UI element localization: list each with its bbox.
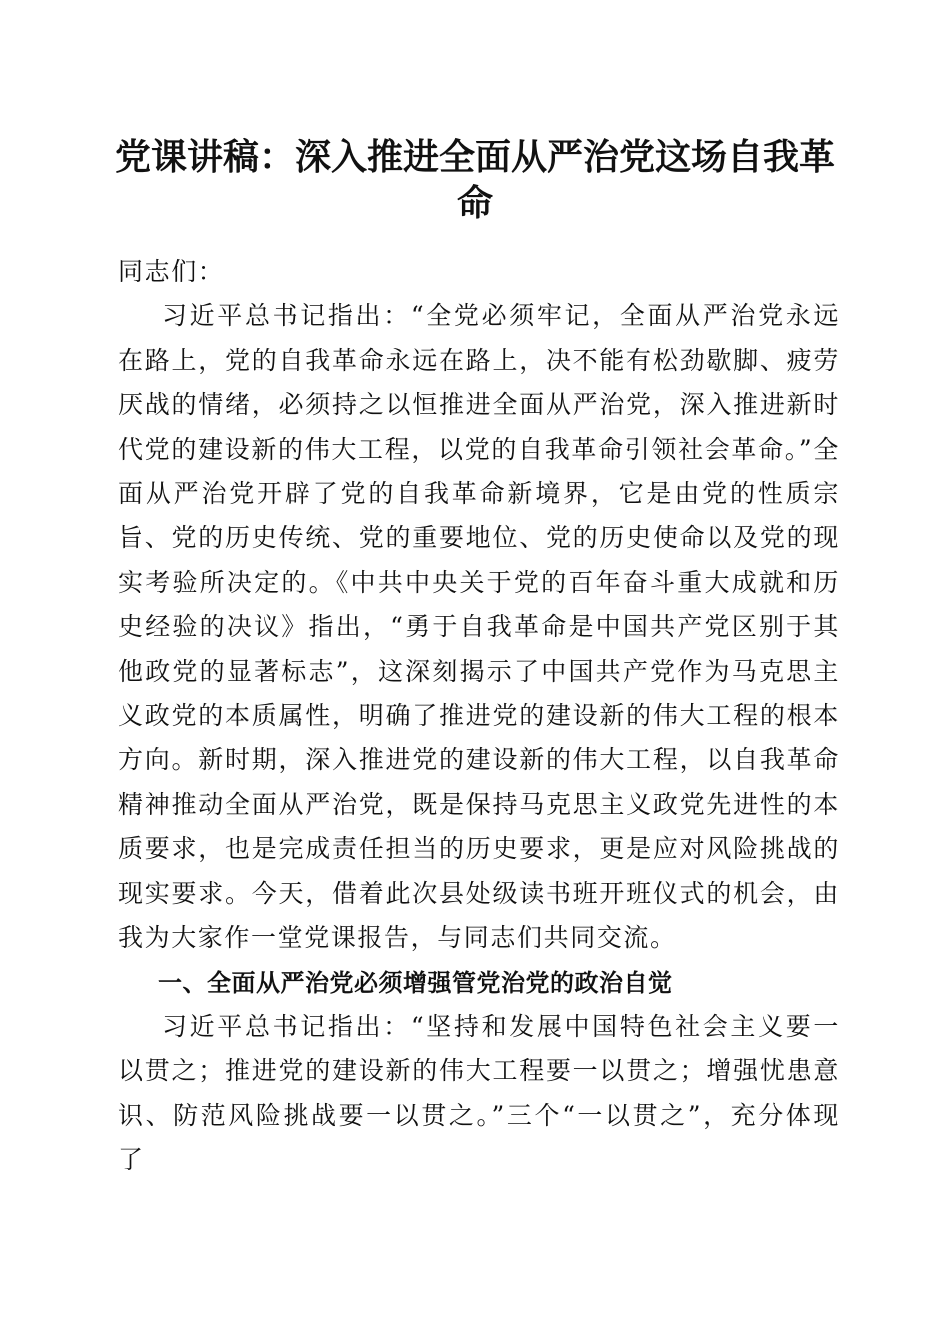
document-body [118,250,840,1183]
intro-paragraph: 习近平总书记指出：“全党必须牢记，全面从严治党永远在路上，党的自我革命永远在路上，决不能有松劲歇脚、疲劳厌战的情绪，必须持之以恒推进全面从严治党，深入推进新时代党的建设新的伟大工程，以党的自我革命引领社会革命。”全面从严治党开辟了党的自我革命新境界，它是由党的性质宗旨、党的历史传统、党的重要地位、党的历史使命以及党的现实考验所决定的。《中共中央关于党的百年奋斗重大成就和历史经验的决议》指出，“勇于自我革命是中国共产党区别于其他政党的显著标志”，这深刻揭示了中国共产党作为马克思主义政党的本质属性，明确了推进党的建设新的伟大工程的根本方向。新时期，深入推进党的建设新的伟大工程，以自我革命精神推动全面从严治党，既是保持马克思主义政党先进性的本质要求，也是完成责任担当的历史要求，更是应对风险挑战的现实要求。今天，借着此次县处级读书班开班仪式的机会，由我为大家作一堂党课报告，与同志们共同交流。 [118,301,840,953]
salutation: 同志们： [118,257,225,286]
section-heading: 一、全面从严治党必须增强管党治党的政治自觉 [158,968,673,997]
section-paragraph: 习近平总书记指出：“坚持和发展中国特色社会主义要一以贯之；推进党的建设新的伟大工程要一以贯之；增强忧患意识、防范风险挑战要一以贯之。”三个“一以贯之”，充分体现了 [118,1011,840,1175]
document-title: 党课讲稿：深入推进全面从严治党这场自我革命 [114,136,835,224]
